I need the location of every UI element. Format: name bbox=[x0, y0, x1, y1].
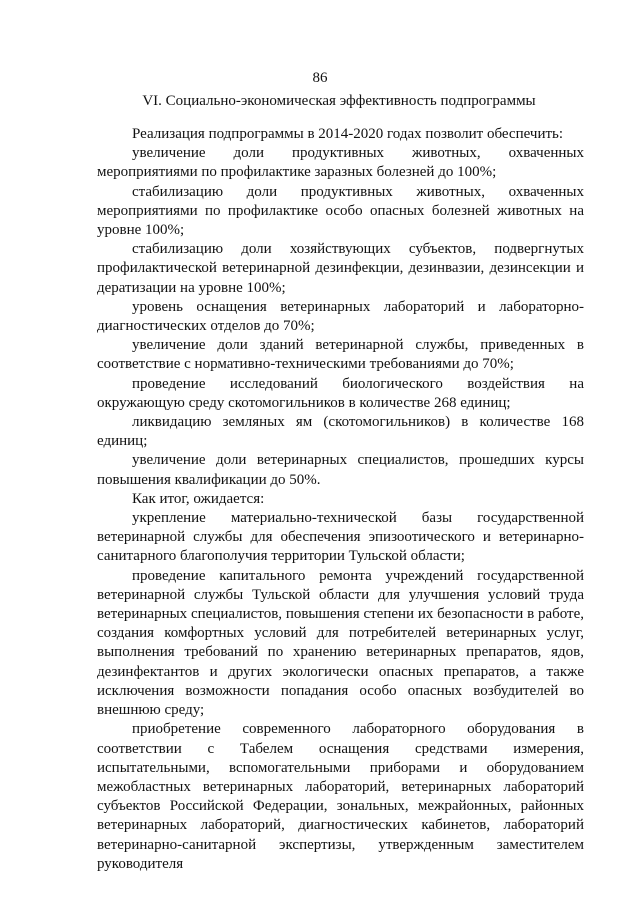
paragraph-item: проведение исследований биологического воздействия на окружающую среду скотомогильников в количестве 268 единиц; bbox=[97, 375, 584, 411]
paragraph-item: увеличение доли ветеринарных специалистов, прошедших курсы повышения квалификации до 50%. bbox=[97, 452, 584, 488]
paragraph-item: ликвидацию земляных ям (скотомогильников) в количестве 168 единиц; bbox=[97, 414, 584, 450]
paragraph-item: приобретение современного лабораторного оборудования в соответствии с Табелем оснащения средствами измерения, испытательными, вспомогательными приборами и оборудованием межобластных ветеринарных лабораторий, ветеринарных лабораторий субъектов Российской Федерации, зональных, межрайонных, районных ветеринарных лабораторий, диагностических кабинетов, лабораторий ветеринарно-санитарной экспертизы, утвержденным заместителем руководителя bbox=[97, 721, 584, 872]
paragraph-item: укрепление материально-технической базы государственной ветеринарной службы для обеспечения эпизоотического и ветеринарно-санитарного благополучия территории Тульской области; bbox=[97, 510, 584, 565]
page-number: 86 bbox=[312, 70, 328, 86]
paragraph-item: стабилизацию доли продуктивных животных, охваченных мероприятиями по профилактике особо опасных болезней животных на уровне 100%; bbox=[97, 183, 584, 239]
section-title: VI. Социально-экономическая эффективность подпрограммы bbox=[142, 93, 536, 109]
paragraph-item: проведение капитального ремонта учреждений государственной ветеринарной службы Тульской области для улучшения условий труда ветеринарных специалистов, повышения степени их безопасности в работе, создания комфортных условий для потребителей ветеринарных услуг, выполнения требований по хранению ветеринарных препаратов, ядов, дезинфектантов и других экологически опасных препаратов, а также исключения возможности попадания особо опасных возбудителей во внешнюю среду; bbox=[97, 567, 584, 719]
document-body bbox=[97, 125, 584, 874]
paragraph-intro: Реализация подпрограммы в 2014-2020 годах позволит обеспечить: bbox=[132, 126, 564, 142]
paragraph-summary-heading: Как итог, ожидается: bbox=[132, 490, 265, 507]
paragraph-item: стабилизацию доли хозяйствующих субъектов, подвергнутых профилактической ветеринарной дезинфекции, дезинвазии, дезинсекции и дератизации на уровне 100%; bbox=[97, 241, 584, 296]
paragraph-item: уровень оснащения ветеринарных лабораторий и лабораторно-диагностических отделов до 70%; bbox=[97, 298, 584, 335]
paragraph-item: увеличение доли зданий ветеринарной службы, приведенных в соответствие с нормативно-техническими требованиями до 70%; bbox=[97, 337, 584, 373]
paragraph-item: увеличение доли продуктивных животных, охваченных мероприятиями по профилактике заразных болезней до 100%; bbox=[97, 145, 584, 181]
